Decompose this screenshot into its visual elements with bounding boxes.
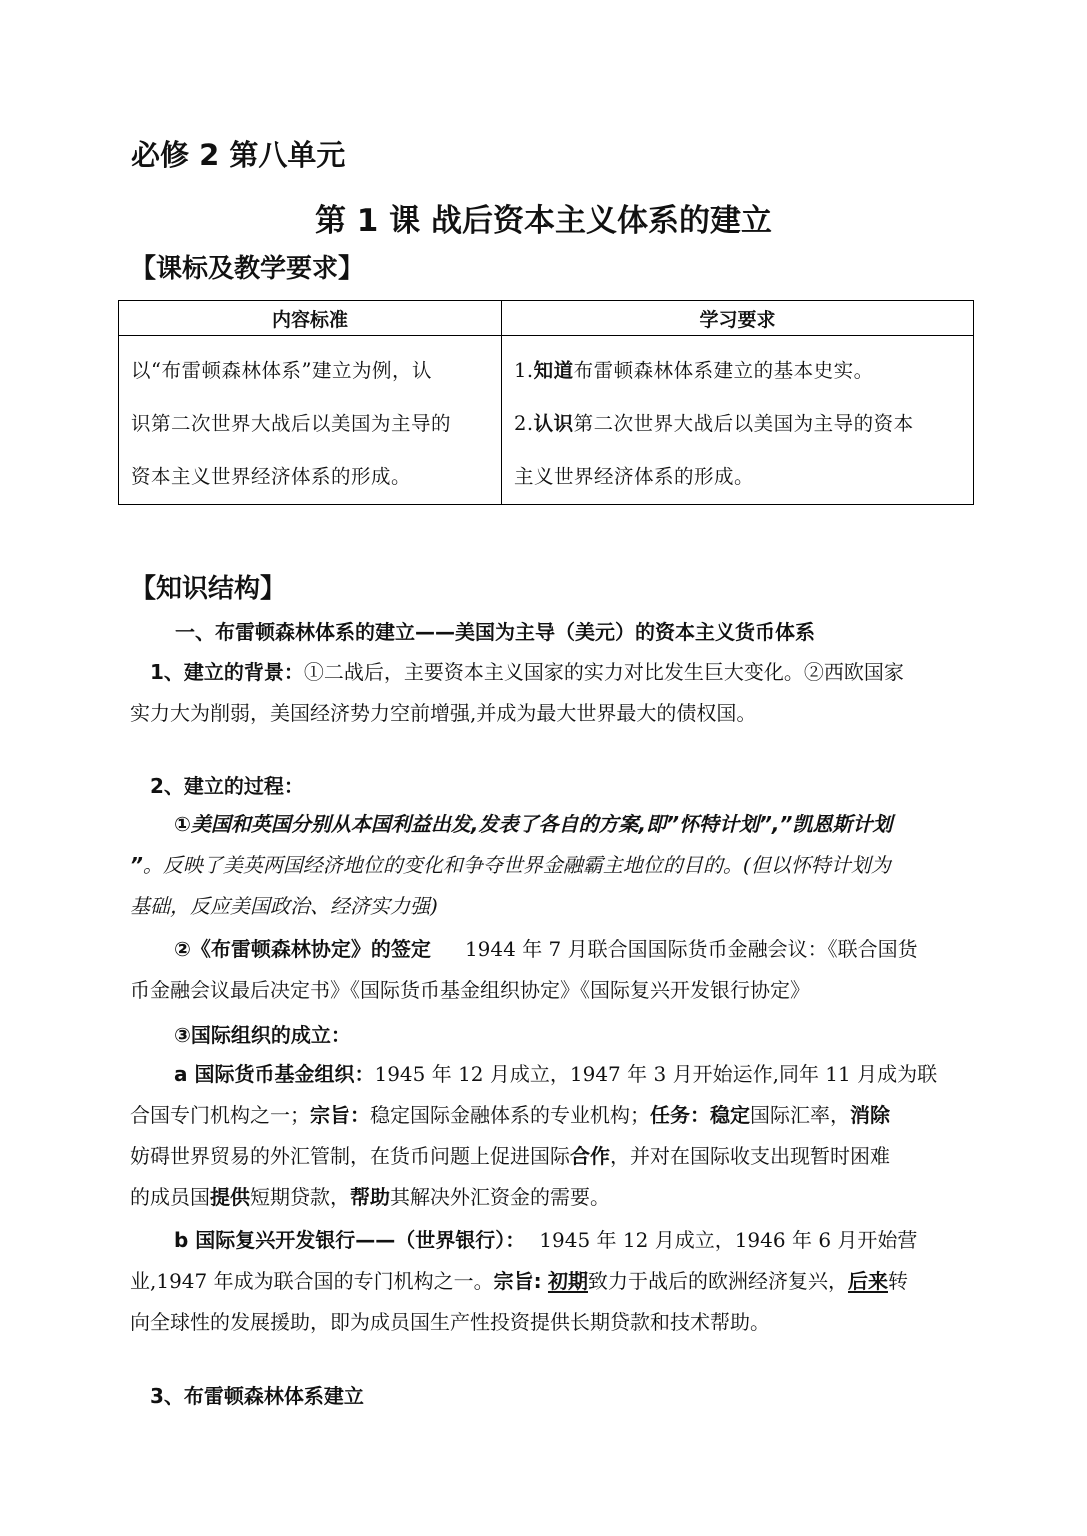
world-bank-text: 业,1947 年成为联合国的专门机构之一。 [130, 1269, 494, 1293]
world-bank-text: 致力于战后的欧洲经济复兴， [587, 1269, 848, 1293]
imf-text: 妨碍世界贸易的外汇管制，在货币问题上促进国际 [130, 1144, 570, 1168]
imf-text: 合国专门机构之一； [130, 1103, 310, 1127]
content-standard-cell [119, 336, 502, 505]
requirement-item-2 [514, 397, 965, 450]
plans-text: 。反映了美英两国经济地位的变化和争夺世界金融霸主地位的目的。(但以怀特计划为 [142, 853, 891, 877]
section-heading-requirements: 【课标及教学要求】 [130, 254, 365, 284]
background-text: ①二战后，主要资本主义国家的实力对比发生巨大变化。②西欧国家 [303, 660, 904, 684]
background-line [130, 652, 975, 693]
table-row [119, 336, 974, 505]
process-label: 2、建立的过程： [150, 774, 304, 798]
plans-line [130, 845, 975, 886]
world-bank-line [130, 1261, 975, 1302]
imf-task-label: 任务： [650, 1103, 710, 1127]
requirement-text: 布雷顿森林体系建立的基本史实。 [573, 359, 874, 382]
imf-line [130, 1136, 975, 1177]
imf-keyword: 帮助 [350, 1185, 390, 1209]
agreement-line [130, 929, 975, 970]
imf-keyword: 合作 [570, 1144, 610, 1168]
world-bank-text: 1945 年 12 月成立，1946 年 6 月开始营 [539, 1228, 918, 1252]
table-header-row [119, 301, 974, 336]
imf-label: a 国际货币基金组织： [174, 1062, 375, 1086]
imf-line [130, 1177, 975, 1218]
imf-line [130, 1054, 975, 1095]
background-line: 实力大为削弱，美国经济势力空前增强,并成为最大世界最大的债权国。 [130, 701, 757, 725]
requirement-number: 2. [514, 412, 534, 435]
establish-label: 3、布雷顿森林体系建立 [150, 1384, 364, 1408]
world-bank-paragraph [130, 1220, 975, 1343]
plans-quote-mark: ” [130, 853, 143, 877]
section-heading-structure: 【知识结构】 [130, 574, 287, 604]
plans-line: 基础，反应美国政治、经济实力强) [130, 894, 438, 918]
part1-heading: 一、布雷顿森林体系的建立——美国为主导（美元）的资本主义货币体系 [175, 620, 815, 644]
requirement-item-2-continued: 主义世界经济体系的形成。 [514, 465, 755, 488]
requirement-keyword: 认识 [533, 412, 574, 435]
plans-line: ①美国和英国分别从本国利益出发,发表了各自的方案,即”怀特计划”,”凯恩斯计划 [174, 812, 893, 836]
agreement-title: ②《布雷顿森林协定》的签定 [174, 937, 431, 961]
world-bank-line: 向全球性的发展援助，即为成员国生产性投资提供长期贷款和技术帮助。 [130, 1310, 770, 1334]
requirement-number: 1. [514, 359, 534, 382]
imf-purpose-label: 宗旨： [310, 1103, 370, 1127]
plans-paragraph [130, 804, 975, 927]
imf-text: ，并对在国际收支出现暂时困难 [610, 1144, 890, 1168]
content-standard-line: 以“布雷顿森林体系”建立为例，认 [131, 359, 432, 382]
agreement-line: 币金融会议最后决定书》《国际货币基金组织协定》《国际复兴开发银行协定》 [130, 978, 810, 1002]
requirement-keyword: 知道 [533, 359, 574, 382]
imf-text: 其解决外汇资金的需要。 [390, 1185, 610, 1209]
agreement-paragraph [130, 929, 975, 1011]
unit-title: 必修 2 第八单元 [131, 138, 346, 172]
imf-text: 国际汇率， [750, 1103, 850, 1127]
background-label: 1、建立的背景： [150, 660, 304, 684]
requirement-text: 第二次世界大战后以美国为主导的资本 [573, 412, 914, 435]
column-header-learning-requirement: 学习要求 [502, 301, 974, 336]
column-header-content-standard: 内容标准 [119, 301, 502, 336]
imf-keyword: 消除 [850, 1103, 890, 1127]
orgs-label: ③国际组织的成立： [174, 1023, 351, 1047]
world-bank-purpose-label: 宗旨: [493, 1269, 542, 1293]
imf-text: 短期贷款， [250, 1185, 350, 1209]
imf-keyword: 提供 [210, 1185, 250, 1209]
world-bank-keyword: 后来 [847, 1269, 888, 1293]
standards-table [118, 300, 974, 505]
world-bank-label: b 国际复兴开发银行——（世界银行）： [174, 1228, 526, 1252]
world-bank-line [130, 1220, 975, 1261]
imf-text: 稳定国际金融体系的专业机构； [370, 1103, 650, 1127]
imf-text: 的成员国 [130, 1185, 210, 1209]
requirement-item-1 [514, 344, 965, 397]
world-bank-text: 转 [887, 1269, 908, 1293]
imf-line [130, 1095, 975, 1136]
world-bank-keyword: 初期 [547, 1269, 588, 1293]
imf-paragraph [130, 1054, 975, 1218]
content-standard-line: 识第二次世界大战后以美国为主导的 [131, 412, 452, 435]
lesson-title: 第 1 课 战后资本主义体系的建立 [315, 203, 772, 239]
imf-keyword: 稳定 [710, 1103, 750, 1127]
background-paragraph [130, 652, 975, 734]
learning-requirement-cell [502, 336, 974, 505]
content-standard-line: 资本主义世界经济体系的形成。 [131, 465, 412, 488]
imf-text: 1945 年 12 月成立，1947 年 3 月开始运作,同年 11 月成为联 [374, 1062, 938, 1086]
agreement-text: 1944 年 7 月联合国国际货币金融会议：《联合国货 [464, 937, 918, 961]
